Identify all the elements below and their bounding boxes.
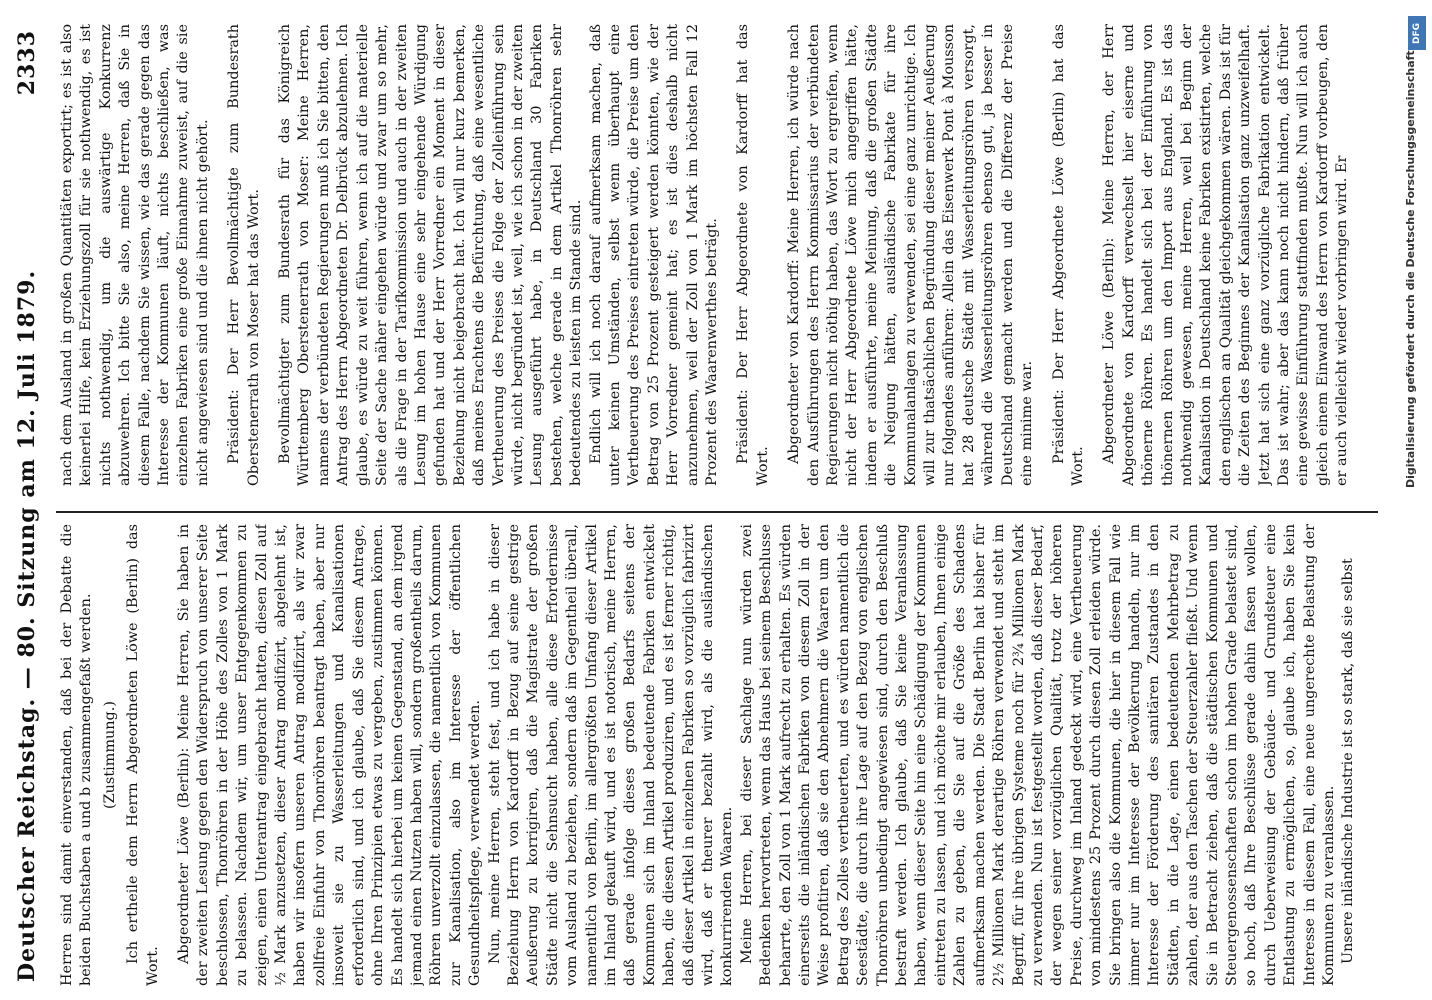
- paragraph: Meine Herren, bei dieser Sachlage nun würden zwei Bedenken hervortreten, wenn das Haus bei seinem Beschlusse beharrte, den Zoll von 1 Mark aufrecht zu erhalten. Es würden einerseits die inländischen Fabriken von diesem Zoll in der Weise profitiren, daß sie den Abnehmern die Waaren um den Betrag des Zolles vertheuerten, und es würden namentlich die Seestädte, die durch ihre Lage auf den Bezug von englischen Thonröhren unbedingt angewiesen sind, durch den Beschluß bestraft werden. Ich glaube, daß Sie keine Veranlassung haben, wenn dieser Seite hin eine Schädigung der Kommunen eintreten zu lassen, und ich möchte mir erlauben, Ihnen einige Zahlen zu geben, die Sie auf die Größe des Schadens aufmerksam machen werden. Die Stadt Berlin hat bisher für 2½ Millionen Mark derartige Röhren verwendet und steht im Begriff, für ihre übrigen Systeme noch für 2¾ Millionen Mark zu verwenden. Nun ist festgestellt worden, daß dieser Bedarf, der wegen seiner vorzüglichen Qualität, trotz der höheren Preise, durchweg im Inland gedeckt wird, eine Vertheuerung von mindestens 25 Prozent durch diesen Zoll erleiden würde. Sie bringen also die Kommunen, die hier in diesem Fall wie immer nur im Interesse der Bevölkerung handeln, nur im Interesse der Förderung des sanitären Zustandes in den Städten, in die Lage, einen bedeutenden Mehrbetrag zu zahlen, der aus den Taschen der Steuerzahler fließt. Und wenn Sie in Betracht ziehen, daß die städtischen Kommunen und Steuergenossenschaften schon im hohen Grade belastet sind, so hoch, daß Ihre Beschlüsse gerade dahin fassen wollen, durch Ueberweisung der Gebäude- und Grundsteuer eine Entlastung zu ermöglichen, so, glaube ich, haben Sie kein Interesse in diesem Fall, eine neue ungerechte Belastung der Kommunen zu veranlassen.: [738, 524, 1337, 986]
- paragraph: Nun, meine Herren, steht fest, und ich habe in dieser Beziehung Herrn von Kardorff in Bezug auf seine gestrige Aeußerung zu korrigiren, daß die Magistrate der großen Städte nicht die Sehnsucht haben, alle diese Erfordernisse vom Ausland zu beziehen, sondern daß im Gegentheil überall, namentlich von Berlin, im allergrößten Umfang dieser Artikel im Inland gekauft wird, und es ist notorisch, meine Herren, daß gerade infolge dieses großen Bedarfs seitens der Kommunen sich im Inland bedeutende Fabriken entwickelt haben, die diesen Artikel produziren, und es ist ferner richtig, daß dieser Artikel in einzelnen Fabriken so vorzüglich fabrizirt wird, daß er theurer bezahlt wird, als die ausländischen konkurrirenden Waaren.: [486, 524, 736, 986]
- paragraph: Endlich will ich noch darauf aufmerksam machen, daß unter keinen Umständen, selbst wenn überhaupt eine Vertheuerung des Preises eintreten würde, die Preise um den Betrag von 25 Prozent gesteigert werden könnten, wie der Herr Vorredner gemeint hat; es ist dies deshalb nicht anzunehmen, weil der Zoll von 1 Mark im höchsten Fall 12 Prozent des Waarenwerthes beträgt.: [587, 24, 720, 486]
- paragraph: Präsident: Der Herr Abgeordnete von Kardorff hat das Wort.: [735, 24, 771, 486]
- paragraph: Abgeordneter Löwe (Berlin): Meine Herren, der Herr Abgeordnete von Kardorff verwechselt hier eiserne und thönerne Röhren. Es handelt sich bei der Einführung von thönernen Röhren um den Import aus England. Es ist das nothwendig gewesen, meine Herren, weil bei Beginn der Kanalisation in Deutschland keine Fabriken existirten, welche den englischen an Qualität gleichgekommen wären. Das ist für die Zeiten des Beginnes der Kanalisation ganz unzweifelhaft. Jetzt hat sich eine ganz vorzügliche Fabrikation entwickelt. Das ist wahr; aber das kann noch nicht hindern, daß früher eine gewisse Einführung stattfinden mußte. Nun will ich auch gleich einem Einwand des Herrn von Kardorff vorbeugen, den er auch vielleicht wieder vorbringen wird. Er: [1101, 24, 1351, 486]
- page-number: 2333: [14, 30, 40, 96]
- dfg-logo: DFG: [1408, 16, 1426, 50]
- left-column: [58, 524, 1378, 986]
- running-head: Deutscher Reichstag. — 80. Sitzung am 12. Juli 1879.: [14, 269, 40, 982]
- paragraph: Abgeordneter Löwe (Berlin): Meine Herren, Sie haben in der zweiten Lesung gegen den Widerspruch von unserer Seite beschlossen, Thonröhren in der Höhe des Zolles von 1 Mark zu belassen. Nachdem wir, um unser Entgegenkommen zu zeigen, einen Unterantrag eingebracht hatten, diesen Zoll auf ½ Mark anzusetzen, dieser Antrag modifizirt, abgelehnt ist, haben wir insofern unseren Antrag modifizirt, als wir zwar zollfreie Einfuhr von Thonröhren beantragt haben, aber nur insoweit sie zu Wasserleitungen und Kanalisationen erforderlich sind, und ich glaube, daß Sie diesem Antrage, ohne Ihren Prinzipien etwas zu vergeben, zustimmen können. Es handelt sich hierbei um keinen Gegenstand, an dem irgend jemand einen Nutzen haben will, sondern großentheils darum, Röhren unverzollt einzulassen, die namentlich von Kommunen zur Kanalisation, also im Interesse der öffentlichen Gesundheitspflege, verwendet werden.: [176, 524, 484, 986]
- page-header: [14, 0, 46, 1000]
- paragraph: Bevollmächtigter zum Bundesrath für das Königreich Württemberg Oberstenerrath von Moser: Meine Herren, namens der verbündeten Regierungen muß ich Sie bitten, den Antrag des Herrn Abgeordneten Dr. Delbrück abzulehnen. Ich glaube, es würde zu weit führen, wenn ich auf die materielle Seite der Sache näher eingehen würde und zwar um so mehr, als die Frage in der Tarifkommission und auch in der zweiten Lesung im hohen Hause eine sehr eingehende Würdigung gefunden hat und der Herr Vorredner ein Moment in dieser Beziehung nicht beigebracht hat. Ich will nur kurz bemerken, daß meines Erachtens die Befürchtung, daß eine wesentliche Vertheuerung des Preises die Folge der Zolleinführung sein würde, nicht begründet ist, weil, wie ich schon in der zweiten Lesung ausgeführt habe, in Deutschland 30 Fabriken bestehen, welche gerade in dem Artikel Thonröhren sehr bedeutendes zu leisten im Stande sind.: [277, 24, 585, 486]
- credit-text: Digitalisierung gefördert durch die Deutsche Forschungsgemeinschaft: [1404, 50, 1417, 488]
- dfg-credit: [1404, 10, 1430, 990]
- paragraph: Herren sind damit einverstanden, daß bei der Debatte die beiden Buchstaben a und b zusammengefaßt werden.: [59, 524, 95, 986]
- column-divider: [56, 512, 1378, 514]
- right-column: [58, 24, 1378, 486]
- paragraph: Präsident: Der Herr Abgeordnete Löwe (Berlin) hat das Wort.: [1050, 24, 1086, 486]
- paragraph: Präsident: Der Herr Bevollmächtigte zum Bundesrath Oberstenerrath von Moser hat das Wort.: [226, 24, 262, 486]
- paragraph: nach dem Ausland in großen Quantitäten exportirt; es ist also keinerlei Hilfe, kein Erziehungszoll für sie nothwendig, es ist nichts nothwendig, um die auswärtige Konkurrenz abzuwehren. Ich bitte Sie also, meine Herren, daß Sie in diesem Falle, nachdem Sie wissen, wie das gerade gegen das Interesse der Kommunen läuft, nichts beschließen, was einzelnen Fabriken eine große Einnahme zuweist, auf die sie nicht angewiesen sind und die ihnen nicht gehört.: [59, 24, 211, 486]
- paragraph: Unsere inländische Industrie ist so stark, daß sie selbst: [1340, 558, 1357, 964]
- paragraph: Abgeordneter von Kardorff: Meine Herren, ich würde nach den Ausführungen des Herrn Kommissarius der verbündeten Regierungen nicht nöthig haben, das Wort zu ergreifen, wenn nicht der Herr Abgeordnete Löwe mich angegriffen hätte, indem er ausführte, meine Meinung, daß die großen Städte die Neigung hätten, ausländische Fabrikate für ihre Kommunalanlagen zu verwenden, sei eine ganz unrichtige. Ich will zur thatsächlichen Begründung dieser meiner Aeußerung nur folgendes anführen: Allein das Eisenwerk Pont à Mousson hat 28 deutsche Städte mit Wasserleitungsröhren versorgt, während die Wasserleitungsröhren ebenso gut, ja besser in Deutschland gemacht werden und die Differenz der Preise eine minime war.: [786, 24, 1036, 486]
- paragraph: (Zustimmung.): [101, 701, 118, 809]
- paragraph: Ich ertheile dem Herrn Abgeordneten Löwe (Berlin) das Wort.: [125, 524, 161, 986]
